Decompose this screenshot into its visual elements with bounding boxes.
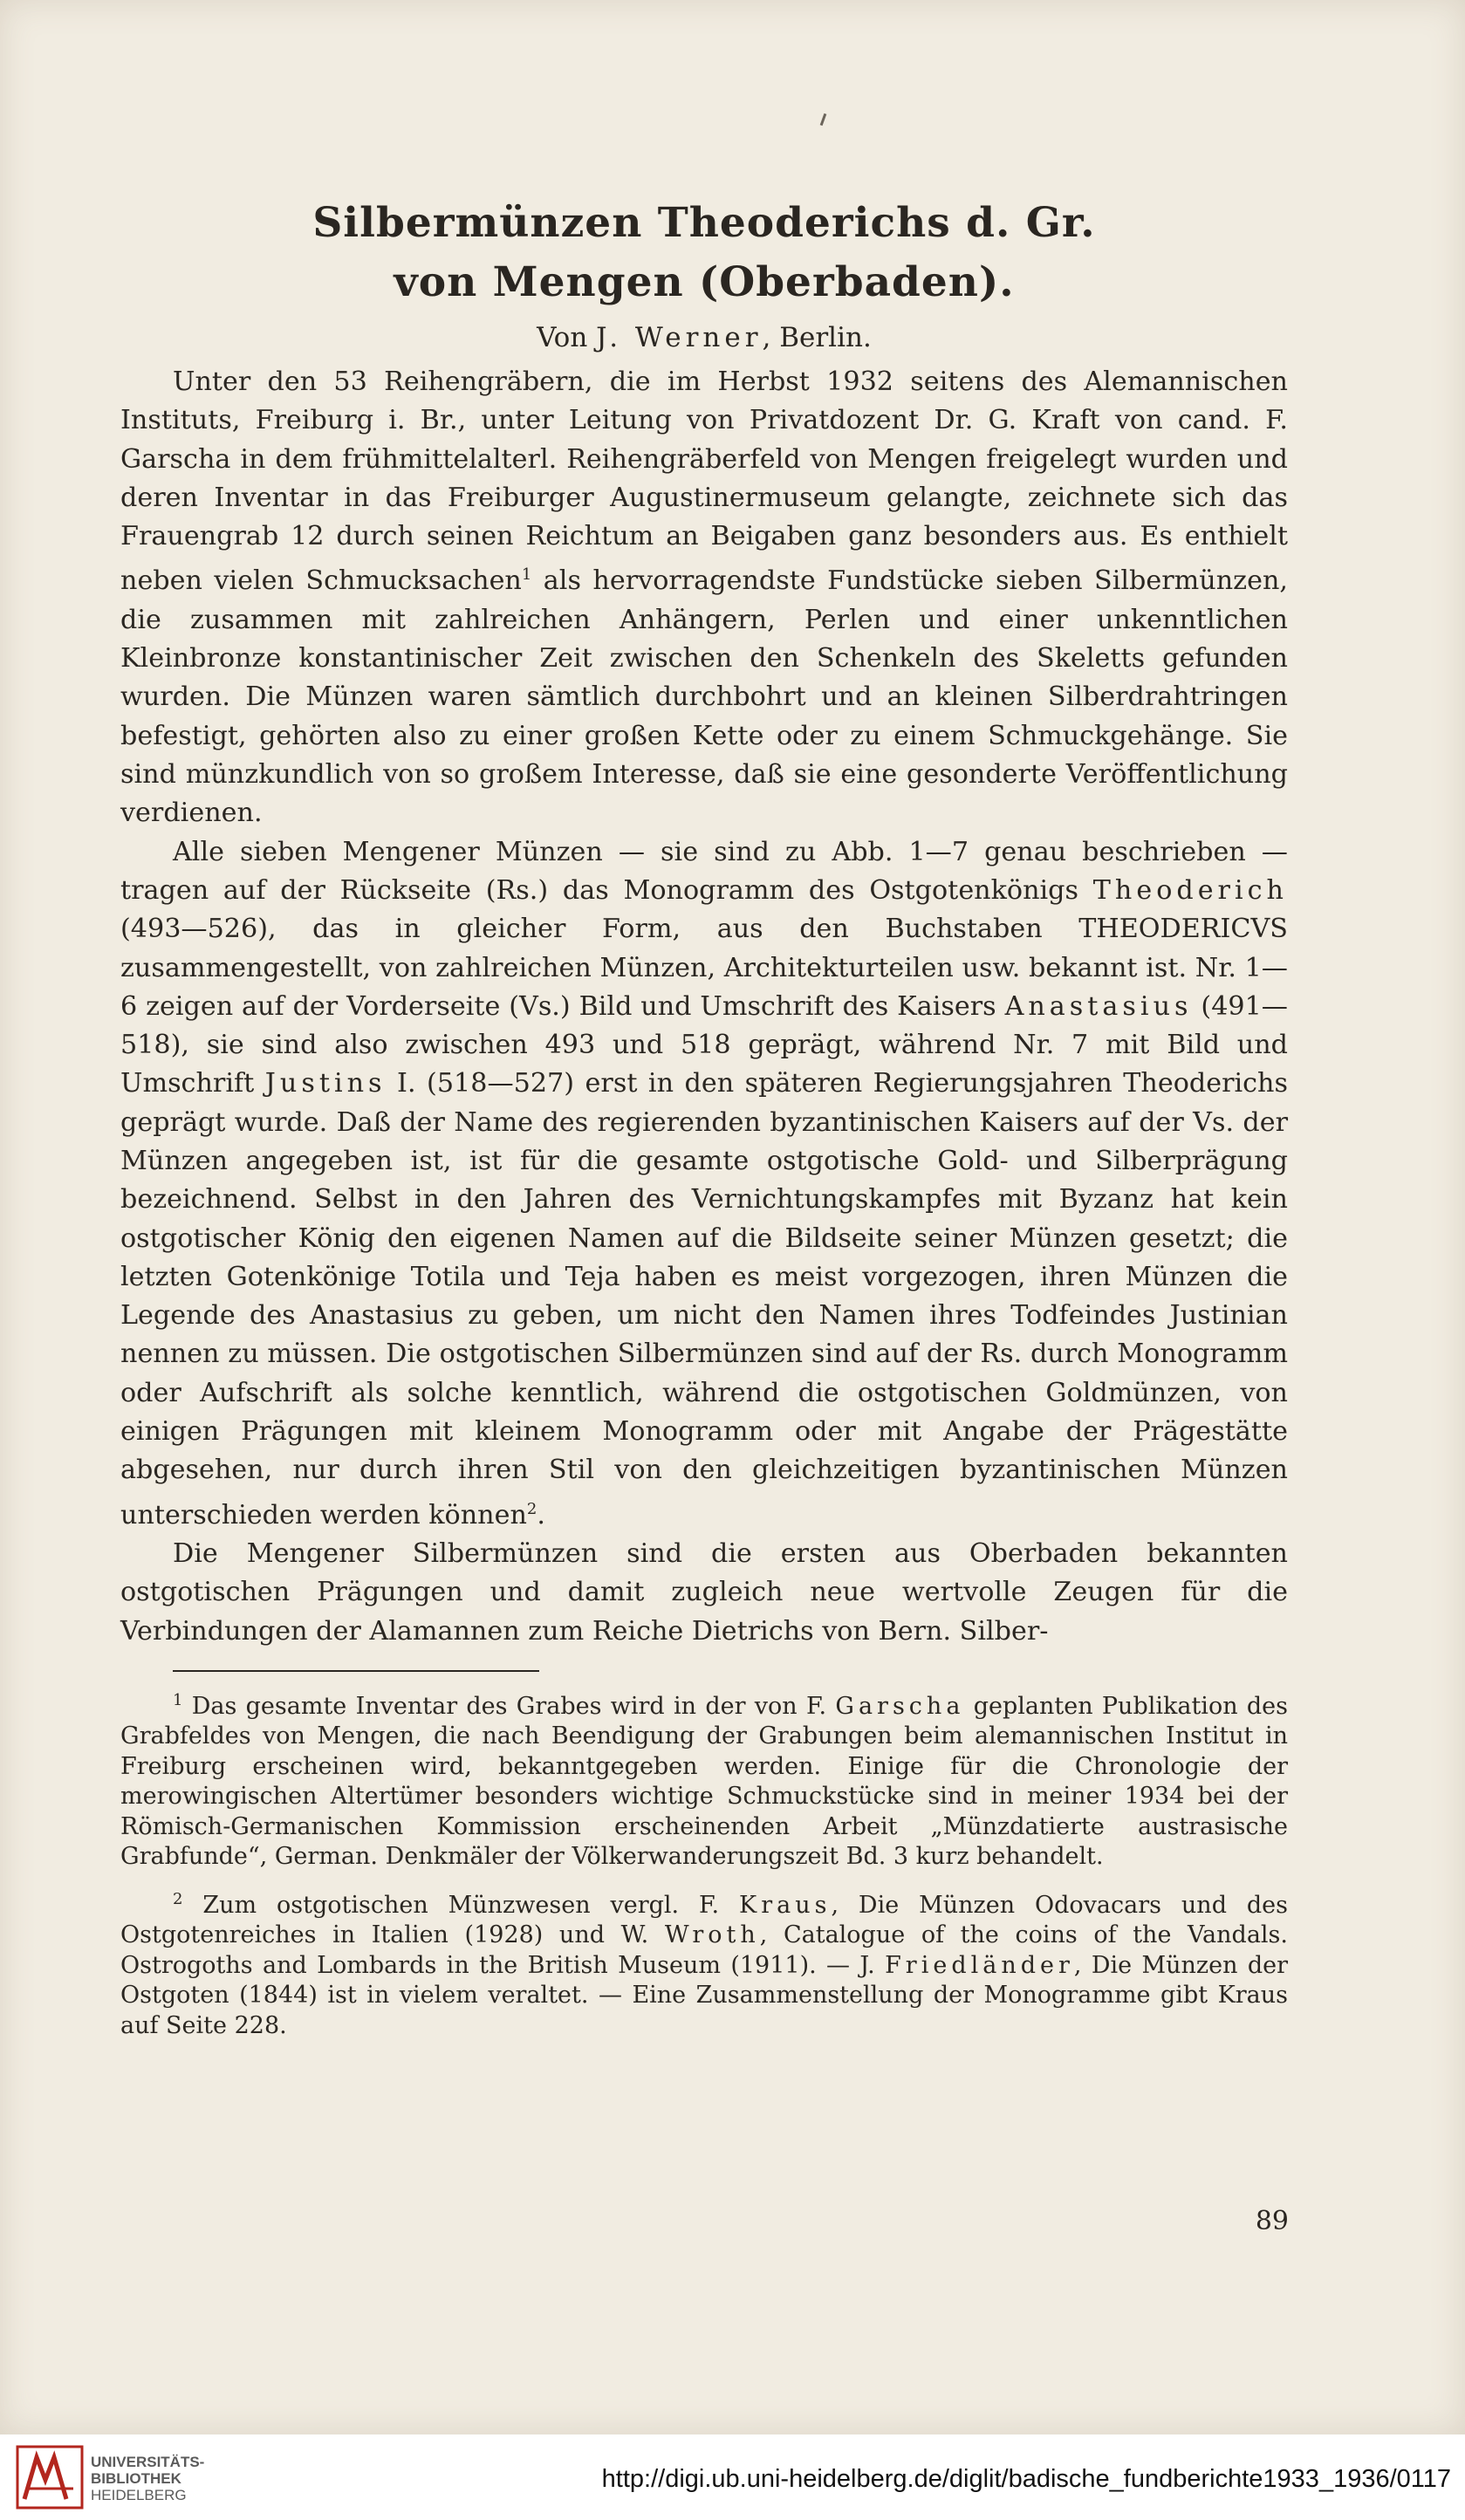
- library-line-2: BIBLIOTHEK: [91, 2470, 181, 2487]
- permalink-url[interactable]: http://digi.ub.uni-heidelberg.de/diglit/badische_fundberichte1933_1936/0117: [601, 2465, 1451, 2493]
- library-line-1: UNIVERSITÄTS-: [91, 2454, 205, 2470]
- footnote-2-text-d: , Die Münzen der Ostgoten (1844) ist in vielem veraltet. — Eine Zusammenstellung der Monogramme gibt Kraus auf Seite 228.: [120, 1951, 1288, 2039]
- byline-suffix: , Berlin.: [762, 322, 872, 353]
- body-text: [120, 363, 1288, 1651]
- footnote-2-mark: 2: [173, 1889, 183, 1908]
- name-wroth: Wroth: [664, 1921, 760, 1949]
- name-theoderich: Theoderich: [1092, 874, 1288, 906]
- footnote-1-mark: 1: [173, 1690, 183, 1709]
- name-garscha: Garscha: [835, 1692, 965, 1720]
- footnote-2-text-a: Zum ostgotischen Münzwesen vergl. F.: [182, 1891, 740, 1919]
- paragraph-2-text-a: Alle sieben Mengener Münzen — sie sind zu Abb. 1—7 genau beschrieben — tragen auf der Rückseite (Rs.) das Monogramm des Ostgotenkönigs: [120, 836, 1288, 906]
- footnote-divider: [173, 1670, 539, 1672]
- footnote-ref-1[interactable]: 1: [521, 565, 532, 585]
- byline: [120, 318, 1288, 358]
- footnote-2-text-b: , Die Münzen Odovacars und des Ostgotenreiches in Italien (1928) und W.: [120, 1891, 1288, 1949]
- paragraph-3: Die Mengener Silbermünzen sind die ersten aus Oberbaden bekannten ostgotischen Prägungen und damit zugleich neue wertvolle Zeugen für die Verbindungen der Alamannen zum Reiche Dietrichs von Bern. Silber-: [120, 1538, 1288, 1647]
- library-line-3: HEIDELBERG: [91, 2487, 187, 2503]
- paragraph-2-text-b: (493—526), das in gleicher Form, aus den Buchstaben THEODERICVS zusammengestellt, von zahlreichen Münzen, Architekturteilen usw. bekannt ist. Nr. 1—6 zeigen auf der Vorderseite (Vs.) Bild und Umschrift des Kaisers: [120, 914, 1288, 1022]
- name-friedlaender: Friedländer: [885, 1951, 1074, 1979]
- footnote-2: [120, 1885, 1288, 2042]
- title-line-2: von Mengen (Oberbaden).: [394, 258, 1015, 306]
- name-anastasius: Anastasius: [1004, 990, 1193, 1022]
- paragraph-1-text: Unter den 53 Reihengräbern, die im Herbst 1932 seitens des Alemannischen Instituts, Freiburg i. Br., unter Leitung von Privatdozent Dr. G. Kraft von cand. F. Garscha in dem frühmittelalterl. Reihengräberfeld von Mengen freigelegt wurden und deren Inventar in das Freiburger Augustinermuseum gelangte, zeichnete sich das Frauengrab 12 durch seinen Reichtum an Beigaben ganz besonders aus. Es enthielt neben vielen Schmucksachen: [120, 366, 1288, 597]
- page-number: 89: [1255, 2206, 1289, 2236]
- footnote-2-text-c: , Catalogue of the coins of the Vandals. Ostrogoths and Lombards in the British Museum (1911). — J.: [120, 1921, 1288, 1979]
- footnote-ref-2[interactable]: 2: [526, 1499, 537, 1518]
- paragraph-2-text-e: .: [537, 1499, 545, 1530]
- footnote-1: [120, 1686, 1288, 1873]
- heidelberg-library-logo-icon[interactable]: [16, 2445, 84, 2510]
- paragraph-1-text-rest: als hervorragendste Fundstücke sieben Silbermünzen, die zusammen mit zahlreichen Anhängern, Perlen und einer unkenntlichen Kleinbronze konstantinischer Zeit zwischen den Schenkeln des Skeletts gefunden wurden. Die Münzen waren sämtlich durchbohrt und an kleinen Silberdrahtringen befestigt, gehörten also zu einer großen Kette oder zu einem Schmuckgehänge. Sie sind münzkundlich von so großem Interesse, daß sie eine gesonderte Veröffentlichung verdienen.: [120, 565, 1288, 829]
- byline-prefix: Von: [537, 322, 588, 353]
- footnote-1-text-b: geplanten Publikation des Grabfeldes von Mengen, die nach Beendigung der Grabungen beim alemannischen Institut in Freiburg erscheinen wird, bekanntgegeben werden. Einige für die Chronologie der merowingischen Altertümer besonders wichtige Schmuckstücke sind in meiner 1934 bei der Römisch-Germanischen Kommission erscheinenden Arbeit „Münzdatierte austrasische Grabfunde“, German. Denkmäler der Völkerwanderungszeit Bd. 3 kurz behandelt.: [120, 1692, 1288, 1871]
- name-kraus: Kraus: [739, 1891, 832, 1919]
- paragraph-2: [120, 833, 1288, 1535]
- name-justins: Justins: [264, 1068, 387, 1099]
- author-name: J. Werner: [596, 322, 763, 353]
- footnotes: [120, 1686, 1288, 2042]
- footnote-1-text-a: Das gesamte Inventar des Grabes wird in der von F.: [182, 1692, 836, 1720]
- paragraph-1: [120, 363, 1288, 833]
- footer-bar: [0, 2434, 1465, 2520]
- pencil-mark: [820, 113, 827, 126]
- library-name: [91, 2454, 204, 2503]
- title-line-1: Silbermünzen Theoderichs d. Gr.: [312, 199, 1096, 247]
- article-title: [120, 194, 1288, 312]
- article: [120, 194, 1288, 2053]
- paragraph-2-text-c: (491—518), sie sind also zwischen 493 und 518 geprägt, während Nr. 7 mit Bild und Umschrift: [120, 990, 1288, 1099]
- paragraph-2-text-d: I. (518—527) erst in den späteren Regierungsjahren Theoderichs geprägt wurde. Daß der Name des regierenden byzantinischen Kaisers auf der Vs. der Münzen angegeben ist, ist für die gesamte ostgotische Gold- und Silberprägung bezeichnend. Selbst in den Jahren des Vernichtungskampfes mit Byzanz hat kein ostgotischer König den eigenen Namen auf die Bildseite seiner Münzen gesetzt; die letzten Gotenkönige Totila und Teja haben es meist vorgezogen, ihren Münzen die Legende des Anastasius zu geben, um nicht den Namen ihres Todfeindes Justinian nennen zu müssen. Die ostgotischen Silbermünzen sind auf der Rs. durch Monogramm oder Aufschrift als solche kenntlich, während die ostgotischen Goldmünzen, von einigen Prägungen mit kleinem Monogramm oder mit Angabe der Prägestätte abgesehen, nur durch ihren Stil von den gleichzeitigen byzantinischen Münzen unterschieden werden können: [120, 1068, 1288, 1530]
